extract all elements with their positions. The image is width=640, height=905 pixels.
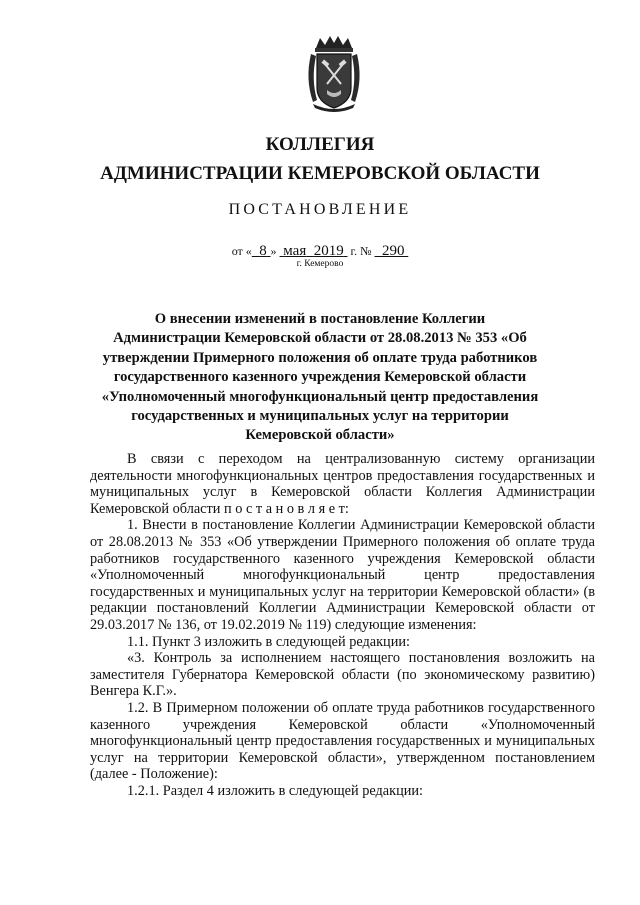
date-prefix: от <box>231 244 243 258</box>
date-close-quote: » <box>270 244 277 258</box>
body-paragraph: 1. Внести в постановление Коллегии Администрации Кемеровской области от 28.08.2013 № 353 «Об утверждении Примерного положения об оплате труда работников государственного казенного учреждения Кемеровской области «Уполномоченный многофункциональный центр предоставления государственных и муниципальных услуг на территории Кемеровской области» (в редакции постановлений Коллегии Администрации Кемеровской области от 29.03.2017 № 136, от 19.02.2019 № 119) следующие изменения: <box>90 517 595 633</box>
organization-name-line1: КОЛЛЕГИЯ <box>265 134 375 155</box>
body-paragraph: «3. Контроль за исполнением настоящего постановления возложить на заместителя Губернатора Кемеровской области (по экономическому развитию) Венгера К.Г.». <box>90 650 595 700</box>
date-day: 8 <box>259 243 267 259</box>
document-city: г. Кемерово <box>296 259 344 269</box>
document-title: О внесении изменений в постановление Коллегии Администрации Кемеровской области от 28.08.2013 № 353 «Об утверждении Примерного положения об оплате труда работников государственного казенного учреждения Кемеровской области «Уполномоченный многофункциональный центр предоставления государственных и муниципальных услуг на территории Кемеровской области» <box>101 311 539 444</box>
document-date-line <box>0 243 640 260</box>
date-open-quote: « <box>245 244 252 258</box>
document-type-heading: ПОСТАНОВЛЕНИЕ <box>228 201 412 218</box>
body-paragraph: 1.2. В Примерном положении об оплате труда работников государственного казенного учреждения Кемеровской области «Уполномоченный многофункциональный центр предоставления государственных и муниципальных услуг на территории Кемеровской области», утвержденном постановлением (далее - Положение): <box>90 699 595 783</box>
date-year-suffix: г. <box>350 244 358 258</box>
document-body <box>90 451 595 799</box>
kemerovo-coat-of-arms-icon <box>303 34 365 114</box>
number-sign: № <box>360 244 372 258</box>
body-paragraph: 1.1. Пункт 3 изложить в следующей редакции: <box>127 633 410 650</box>
body-paragraph: 1.2.1. Раздел 4 изложить в следующей редакции: <box>127 782 424 799</box>
date-month: мая 2019 <box>283 243 344 259</box>
organization-name-line2: АДМИНИСТРАЦИИ КЕМЕРОВСКОЙ ОБЛАСТИ <box>100 163 540 184</box>
document-number: 290 <box>382 243 405 259</box>
body-paragraph: В связи с переходом на централизованную систему организации деятельности многофункциональных центров предоставления государственных и муниципальных услуг в Кемеровской области Коллегия Администрации Кемеровской области п о с т а н о в л я е т: <box>90 451 595 517</box>
